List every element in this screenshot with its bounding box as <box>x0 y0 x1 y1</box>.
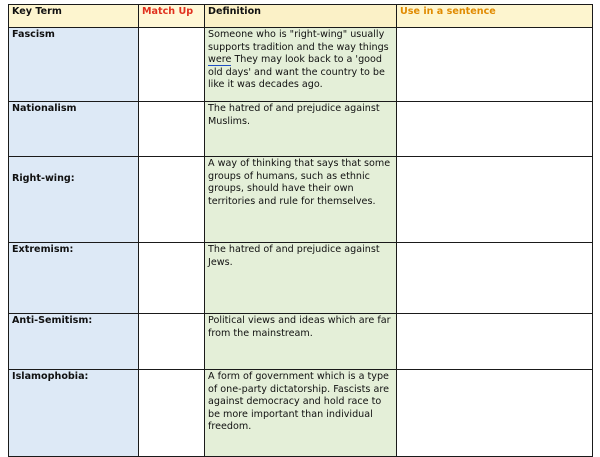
use-in-sentence-cell[interactable] <box>397 314 593 370</box>
match-up-cell[interactable] <box>139 314 205 370</box>
table-row <box>9 102 593 157</box>
definition-cell: Political views and ideas which are far from the mainstream. <box>205 314 397 370</box>
definition-text: They may look back to a 'good old days' and want the country to be like it was decades ago. <box>208 54 385 91</box>
spellcheck-marked-word: were <box>208 54 232 66</box>
header-definition: Definition <box>205 5 397 28</box>
table-row <box>9 28 593 102</box>
table-row <box>9 243 593 314</box>
use-in-sentence-cell[interactable] <box>397 243 593 314</box>
header-row <box>9 5 593 28</box>
use-in-sentence-cell[interactable] <box>397 102 593 157</box>
use-in-sentence-cell[interactable] <box>397 370 593 457</box>
key-term-cell: Islamophobia: <box>9 370 139 457</box>
table-row <box>9 157 593 243</box>
key-term-cell: Nationalism <box>9 102 139 157</box>
header-key-term: Key Term <box>9 5 139 28</box>
key-terms-table <box>8 4 593 457</box>
header-use-in-sentence: Use in a sentence <box>397 5 593 28</box>
definition-cell: A form of government which is a type of one-party dictatorship. Fascists are against democracy and hold race to be more important than individual freedom. <box>205 370 397 457</box>
definition-cell: The hatred of and prejudice against Jews. <box>205 243 397 314</box>
key-term-cell: Anti-Semitism: <box>9 314 139 370</box>
match-up-cell[interactable] <box>139 28 205 102</box>
definition-cell: The hatred of and prejudice against Muslims. <box>205 102 397 157</box>
header-match-up: Match Up <box>139 5 205 28</box>
definition-cell <box>205 28 397 102</box>
key-term-cell: Extremism: <box>9 243 139 314</box>
definition-text: Someone who is "right-wing" usually supports tradition and the way things <box>208 29 389 53</box>
use-in-sentence-cell[interactable] <box>397 28 593 102</box>
match-up-cell[interactable] <box>139 102 205 157</box>
match-up-cell[interactable] <box>139 243 205 314</box>
match-up-cell[interactable] <box>139 370 205 457</box>
key-term-cell: Right-wing: <box>9 157 139 243</box>
key-term-cell: Fascism <box>9 28 139 102</box>
use-in-sentence-cell[interactable] <box>397 157 593 243</box>
match-up-cell[interactable] <box>139 157 205 243</box>
table-row <box>9 314 593 370</box>
table-row <box>9 370 593 457</box>
definition-cell: A way of thinking that says that some groups of humans, such as ethnic groups, should have their own territories and rule for themselves. <box>205 157 397 243</box>
